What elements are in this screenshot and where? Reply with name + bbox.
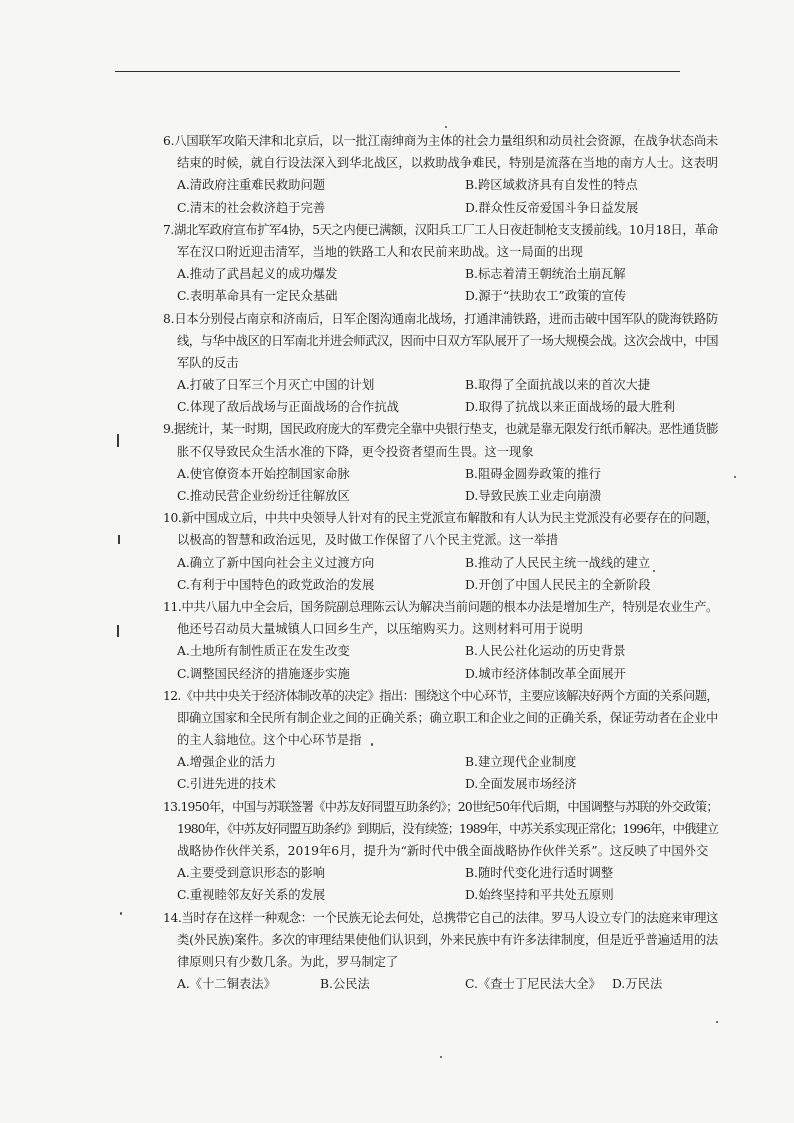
option-row — [177, 773, 718, 795]
stem-line-content — [163, 800, 718, 814]
option-a — [177, 263, 337, 285]
option-text: 《查士丁尼民法大全》 — [477, 977, 601, 992]
option-label: D. — [465, 777, 479, 792]
option-label: B. — [465, 755, 478, 770]
question-9 — [0, 418, 794, 507]
option-row — [177, 285, 718, 307]
option-text: 打破了日军三个月灭亡中国的计划 — [189, 378, 375, 393]
option-label: C. — [177, 888, 190, 903]
question-stem-line: 他还号召动员大量城镇人口回乡生产，以压缩购买力。这则材料可用于说明 — [177, 622, 583, 637]
question-stem-line — [177, 929, 718, 951]
stem-text: 新中国成立后，中共中央领导人针对有的民主党派宣布解散和有人认为民主党派没有必要存在的问题， — [181, 511, 718, 526]
option-text: 土地所有制性质正在发生改变 — [189, 644, 350, 659]
stem-text: 据统计，某一时期，国民政府庞大的军费完全靠中央银行垫支，也就是靠无限发行纸币解决。恶性通货膨 — [173, 422, 718, 437]
option-label: A. — [177, 178, 190, 193]
option-text: 清末的社会救济趋于完善 — [189, 200, 326, 215]
option-label: A. — [177, 466, 190, 481]
option-text: 开创了中国人民民主的全新阶段 — [478, 577, 651, 592]
option-label: D. — [465, 489, 479, 503]
option-label: B. — [465, 378, 478, 393]
option-row — [177, 263, 718, 285]
question-stem-line — [177, 330, 718, 352]
option-text: 主要受到意识形态的影响 — [189, 866, 326, 881]
question-stem-line — [163, 308, 718, 330]
option-label: C. — [177, 666, 190, 681]
question-number: 13. — [163, 799, 181, 814]
option-text: 人民公社化运动的历史背景 — [477, 644, 626, 659]
option-text: 推动了武昌起义的成功爆发 — [189, 267, 338, 282]
question-stem-line: 军在汉口附近迎击清军，当地的铁路工人和农民前来助战。这一局面的出现 — [177, 244, 583, 259]
option-text: 跨区域救济具有自发性的特点 — [477, 178, 638, 193]
option-label: D. — [465, 666, 479, 681]
option-label: C. — [177, 577, 190, 592]
option-row — [177, 374, 718, 396]
option-text: 体现了敌后战场与正面战场的合作抗战 — [189, 400, 399, 415]
option-label: B. — [465, 466, 478, 481]
option-c — [177, 663, 350, 685]
option-d — [465, 574, 651, 596]
option-text: 确立了新中国向社会主义过渡方向 — [189, 555, 375, 570]
option-label: B. — [465, 267, 478, 282]
option-c — [465, 973, 601, 995]
option-row — [177, 396, 718, 418]
option-label: A. — [177, 755, 190, 770]
stem-line-content — [163, 911, 718, 925]
stem-text: 《中共中央关于经济体制改革的决定》指出：围绕这个中心环节，主要应该解决好两个方面的关系问题， — [180, 688, 718, 703]
option-label: C. — [177, 400, 190, 415]
option-row — [177, 552, 718, 574]
option-text: 取得了全面抗战以来的首次大捷 — [477, 378, 651, 393]
stem-line-content — [163, 223, 718, 237]
question-12 — [0, 685, 794, 796]
option-row — [177, 174, 718, 196]
option-text: 随时代变化进行适时调整 — [477, 866, 614, 881]
option-b — [465, 640, 626, 662]
question-sheet — [0, 130, 794, 995]
scan-speck — [440, 1056, 442, 1058]
question-stem-line: 军队的反击 — [177, 355, 239, 370]
scan-speck — [445, 126, 447, 128]
stem-text: 中共八届九中全会后，国务院副总理陈云认为解决当前问题的根本办法是增加生产，特别是农业生产。 — [181, 599, 718, 614]
option-d — [465, 773, 577, 795]
question-stem-line — [177, 707, 718, 729]
option-text: 全面发展市场经济 — [478, 777, 577, 792]
question-number: 6. — [163, 134, 175, 148]
option-label: A. — [177, 555, 190, 570]
option-label: A. — [177, 644, 190, 659]
option-text: 表明革命具有一定民众基础 — [189, 289, 338, 304]
option-b — [320, 973, 370, 995]
question-stem-line: 的主人翁地位。这个中心环节是指 — [177, 733, 362, 748]
option-text: 始终坚持和平共处五原则 — [478, 888, 614, 903]
question-stem-line: 胀不仅导致民众生活水准的下降，更令投资者望而生畏。这一现象 — [177, 444, 534, 459]
option-a — [177, 640, 350, 662]
option-text: 清政府注重难民救助问题 — [189, 178, 326, 193]
option-label: C. — [177, 777, 190, 792]
stem-text: 日本分别侵占南京和济南后，日军企图沟通南北战场，打通津浦铁路，进而击破中国军队的陇海铁路防 — [174, 311, 718, 326]
question-stem-line: 以极高的智慧和政治远见，及时做工作保留了八个民主党派。这一举措 — [177, 533, 559, 548]
question-stem-line — [163, 130, 718, 152]
stem-line-content — [163, 422, 718, 436]
option-c — [177, 197, 325, 219]
stem-line-content — [163, 689, 718, 703]
question-stem-line — [163, 907, 718, 929]
option-text: 导致民族工业走向崩溃 — [478, 489, 602, 503]
option-label: C. — [177, 200, 190, 215]
option-label: B. — [320, 977, 333, 992]
option-row — [177, 574, 718, 596]
option-text: 《十二铜表法》 — [189, 977, 276, 992]
option-text: 推动了人民民主统一战线的建立 — [477, 555, 651, 570]
scan-speck — [716, 1021, 718, 1023]
option-label: C. — [177, 489, 190, 503]
option-text: 源于“扶助农工”政策的宣传 — [478, 289, 627, 304]
option-d — [465, 663, 626, 685]
question-stem-line — [163, 796, 718, 818]
option-b — [465, 174, 638, 196]
stem-line-content — [163, 134, 718, 148]
option-label: D. — [465, 577, 479, 592]
stem-text: 湖北军政府宣布扩军4协，5天之内便已满额，汉阳兵工厂工人日夜赶制枪支支援前线。10月18日，革命 — [173, 222, 719, 237]
question-8 — [0, 308, 794, 419]
option-label: B. — [465, 866, 478, 881]
question-14 — [0, 907, 794, 996]
option-label: D. — [465, 888, 479, 903]
question-7 — [0, 219, 794, 308]
stem-line-content — [163, 511, 718, 525]
stem-text: 当时存在这样一种观念：一个民族无论去何处，总携带它自己的法律。罗马人设立专门的法庭来审理这 — [181, 910, 718, 925]
option-label: A. — [177, 977, 190, 992]
option-a — [177, 751, 276, 773]
option-text: 引进先进的技术 — [189, 777, 276, 792]
question-stem-line — [177, 818, 718, 840]
option-row — [177, 197, 718, 219]
option-d — [465, 485, 601, 507]
option-label: B. — [465, 555, 478, 570]
option-row — [177, 884, 718, 906]
header-rule — [115, 71, 680, 72]
option-d — [465, 197, 638, 219]
option-row — [177, 751, 718, 773]
question-stem-line: 战略协作伙伴关系，2019年6月，提升为“新时代中俄全面战略协作伙伴关系”。这反映了中国外交 — [177, 844, 709, 858]
option-label: D. — [612, 977, 626, 992]
option-b — [465, 751, 576, 773]
option-label: D. — [465, 200, 479, 215]
question-number: 9. — [163, 422, 174, 437]
option-text: 使官僚资本开始控制国家命脉 — [189, 466, 350, 481]
option-c — [177, 396, 399, 418]
question-number: 7. — [163, 222, 174, 237]
option-text: 推动民营企业纷纷迁往解放区 — [189, 489, 350, 503]
option-text: 增强企业的活力 — [189, 755, 276, 770]
option-text: 阻碍金圆券政策的推行 — [477, 466, 601, 481]
option-c — [177, 285, 337, 307]
stem-text: 类(外民族)案件。多次的审理结果使他们认识到，外来民族中有许多法律制度，但是近乎普遍适用的法 — [177, 932, 718, 947]
option-a — [177, 862, 325, 884]
option-row — [177, 485, 718, 507]
option-row — [177, 862, 718, 884]
question-number: 12. — [163, 688, 181, 703]
option-b — [465, 552, 650, 574]
option-d — [612, 973, 662, 995]
stem-text: 八国联军攻陷天津和北京后，以一批江南绅商为主体的社会力量组织和动员社会资源，在战争状态尚未 — [174, 134, 718, 148]
option-label: B. — [465, 178, 478, 193]
question-10 — [0, 507, 794, 596]
option-d — [465, 396, 675, 418]
option-text: 有利于中国特色的政党政治的发展 — [189, 577, 375, 592]
question-6 — [0, 130, 794, 219]
option-text: 建立现代企业制度 — [477, 755, 577, 770]
question-number: 8. — [163, 311, 175, 326]
option-text: 重视睦邻友好关系的发展 — [189, 888, 326, 903]
option-c — [177, 884, 325, 906]
option-b — [465, 263, 626, 285]
option-label: C. — [465, 977, 478, 992]
option-text: 调整国民经济的措施逐步实施 — [189, 666, 350, 681]
stem-text: 1980年，《中苏友好同盟互助条约》到期后，没有续签；1989年，中苏关系实现正常化；1996年，中俄建立 — [177, 821, 718, 836]
option-text: 城市经济体制改革全面展开 — [478, 666, 626, 681]
stem-text: 即确立国家和全民所有制企业之间的正确关系；确立职工和企业之间的正确关系，保证劳动者在企业中 — [177, 710, 718, 725]
option-row — [177, 663, 718, 685]
question-stem-line: 结束的时候，就自行设法深入到华北战区，以救助战争难民，特别是流落在当地的南方人士。这表明 — [177, 156, 719, 171]
question-number: 11. — [163, 599, 182, 614]
option-a — [177, 174, 325, 196]
option-b — [465, 463, 601, 485]
option-a — [177, 552, 374, 574]
option-text: 取得了抗战以来正面战场的最大胜利 — [478, 400, 676, 415]
option-label: C. — [177, 289, 190, 304]
option-label: A. — [177, 267, 190, 282]
option-a — [177, 463, 350, 485]
option-label: B. — [465, 644, 478, 659]
stem-text: 线，与华中战区的日军南北并进会师武汉，因而中日双方军队展开了一场大规模会战。这次会战中，中国 — [177, 333, 719, 348]
question-number: 14. — [163, 910, 182, 925]
option-a — [177, 374, 374, 396]
option-text: 群众性反帝爱国斗争日益发展 — [478, 200, 639, 215]
option-row — [177, 640, 718, 662]
option-c — [177, 773, 276, 795]
option-a — [177, 973, 276, 995]
option-b — [465, 374, 650, 396]
option-label: D. — [465, 400, 479, 415]
question-stem-line — [163, 596, 718, 618]
option-c — [177, 485, 350, 507]
question-number: 10. — [163, 511, 182, 526]
option-text: 标志着清王朝统治土崩瓦解 — [477, 267, 626, 282]
stem-text: 1950年，中国与苏联签署《中苏友好同盟互助条约》；20世纪50年代后期，中国调整与苏联的外交政策； — [180, 799, 718, 814]
option-text: 万民法 — [625, 977, 663, 992]
question-stem-line — [163, 685, 718, 707]
stem-line-content — [163, 312, 718, 326]
option-b — [465, 862, 613, 884]
option-d — [465, 884, 614, 906]
question-13 — [0, 796, 794, 907]
question-stem-line — [163, 507, 718, 529]
question-stem-line: 律原则只有少数几条。为此，罗马制定了 — [177, 954, 399, 969]
question-11 — [0, 596, 794, 685]
option-label: A. — [177, 866, 190, 881]
question-stem-line — [163, 418, 718, 440]
option-text: 公民法 — [332, 977, 370, 992]
option-c — [177, 574, 374, 596]
option-row — [177, 973, 718, 995]
option-d — [465, 285, 626, 307]
stem-line-content — [163, 600, 718, 614]
option-label: A. — [177, 378, 190, 393]
option-row — [177, 463, 718, 485]
question-stem-line — [163, 219, 718, 241]
option-label: D. — [465, 289, 479, 304]
